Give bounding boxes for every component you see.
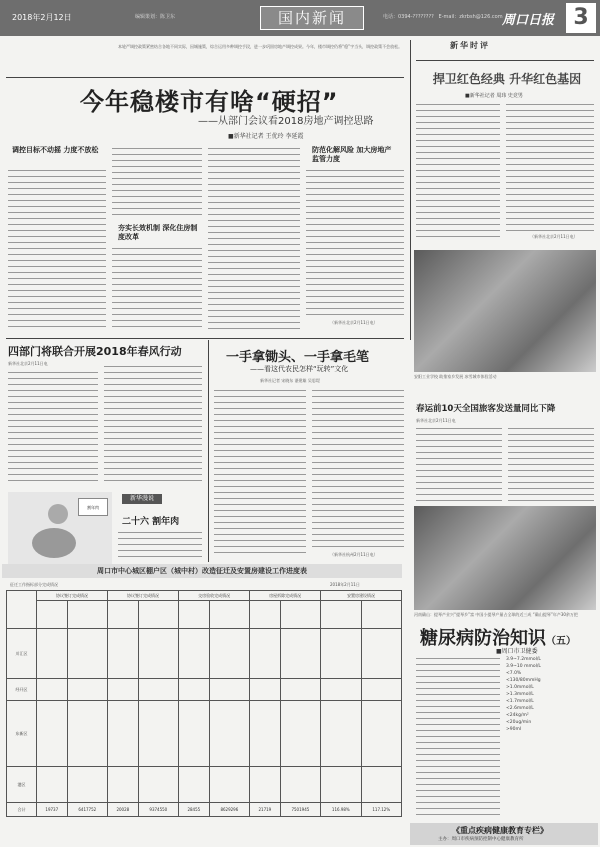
phone: 电话：0394-???????? [383, 14, 434, 20]
table-row-label: 川汇区 [7, 629, 37, 679]
target-value: <2.6mmol/L [506, 706, 534, 711]
rule [6, 338, 404, 339]
lead-col2a-text [112, 146, 202, 220]
commentary-col1 [416, 102, 500, 238]
page-header [0, 0, 600, 36]
section-title: 国内新闻 [260, 6, 364, 30]
target-value: <130/80mmHg [506, 678, 541, 683]
table-total-cell: 116.98% [321, 803, 361, 817]
travel-col2 [508, 426, 594, 502]
photo2-caption: 河南确山：提琴产业兴“提琴乡”富 中国小提琴产量占全球的近三成 “确山提琴”年产30余万把 [414, 612, 578, 617]
target-value: <1.7mmol/L [506, 699, 534, 704]
travel-col1 [416, 426, 502, 502]
contact-info [383, 13, 503, 20]
table-total-cell: 7501945 [280, 803, 320, 817]
progress-table [6, 590, 402, 817]
table-group-header: 房屋拆除完成情况 [250, 591, 321, 601]
cartoon-label: 新华漫说 [122, 494, 162, 504]
diabetes-title-text: 糖尿病防治知识 [420, 628, 546, 649]
culture-col2 [312, 388, 404, 550]
table-group-header: 协议签订完成情况 [37, 591, 108, 601]
cartoon-text [118, 530, 202, 558]
cartoon-sign: 割年肉 [78, 498, 108, 516]
table-group-header: 交房验收完成情况 [179, 591, 250, 601]
travel-headline: 春运前10天全国旅客发送量同比下降 [416, 404, 556, 414]
lead-subhead-3: 防范化解风险 加大房地产监管力度 [312, 146, 392, 163]
table-row-label: 经开区 [7, 679, 37, 701]
table-row-label: 东新区 [7, 701, 37, 767]
lead-headline: 今年稳楼市有啥“硬招” [80, 88, 339, 116]
culture-byline: 新华社记者 宋晓东 谌建雄 吴思堤 [260, 378, 320, 383]
commentary-byline: ■新华社记者 周玮 史竞男 [465, 93, 523, 99]
table-group-header: 协议签订完成情况 [108, 591, 179, 601]
lead-col3-text [208, 146, 300, 330]
editor-info: 编辑策划：陈卫东 [135, 14, 176, 20]
diabetes-part: （五） [546, 636, 576, 647]
column-rule [208, 340, 209, 562]
target-value: >1.0mmol/L [506, 685, 534, 690]
travel-byline: 新华社北京2月11日电 [416, 418, 456, 423]
table-total-cell: 28455 [179, 803, 210, 817]
culture-headline: 一手拿锄头、一手拿毛笔 [226, 350, 370, 365]
target-value: <7.0% [506, 671, 522, 676]
table-total-cell: 19737 [37, 803, 68, 817]
table-row-label: 合计 [7, 803, 37, 817]
paper-name: 周口日报 [502, 13, 555, 28]
commentary-col2 [506, 102, 594, 232]
cartoon-image [8, 492, 112, 566]
target-value: 3.9~10 mmol/L [506, 664, 541, 669]
diabetes-col1 [416, 656, 500, 818]
table-group-header: 安置房建设情况 [321, 591, 402, 601]
culture-subheadline: ——看这代农民怎样“玩转”文化 [250, 365, 349, 373]
target-value: 3.9~7.2mmol/L [506, 657, 541, 662]
lead-col2b-text [112, 246, 202, 330]
spring-action-byline: 新华社北京2月11日电 [8, 361, 48, 366]
table-total-cell: 9374550 [138, 803, 178, 817]
spring-action-col1 [8, 370, 98, 482]
lead-intro: 本轮严调控政策紧密结合各地不同实际，因城施策，综合运用多种调控手段，进一步巩固房地产调控成果。今年，楼市调控仍将“稳”字当头，调控政策不会放松。 [118, 44, 403, 49]
culture-dateline: （新华社杭州2月11日电） [330, 552, 378, 557]
target-value: >90ml [506, 727, 522, 732]
email: E-mail：zkrbsh@126.com [438, 14, 503, 20]
rule [416, 60, 594, 61]
lead-col1-text [8, 168, 106, 330]
lead-subheadline: ——从部门会议看2018房地产调控思路 [198, 116, 374, 127]
table-date: 2018年2月11日 [330, 582, 360, 587]
diabetes-byline: ■周口市卫健委 [496, 648, 538, 655]
diabetes-targets [506, 656, 594, 818]
spring-action-col2 [104, 364, 202, 482]
target-value: <20ug/min [506, 720, 532, 725]
table-corner-label: 征迁工作指标部分完成情况 [10, 582, 58, 587]
lead-byline: ■新华社记者 王优玲 李延霞 [228, 133, 304, 140]
lead-subhead-2: 夯实长效机制 深化住房制度改革 [118, 224, 198, 241]
target-value: >1.3mmol/L [506, 692, 534, 697]
rule [6, 77, 404, 78]
page-number: 3 [566, 3, 596, 33]
column-footer-org: 主办：周口市疾病预防控制中心健康教育所 [438, 837, 524, 842]
table-total-cell: 21719 [250, 803, 281, 817]
lead-subhead-1: 调控目标不动摇 力度不放松 [12, 146, 99, 154]
table-total-cell: 117.12% [361, 803, 401, 817]
table-row-label: 港区 [7, 767, 37, 803]
issue-date: 2018年2月12日 [12, 13, 72, 22]
photo1-caption: 安阳工业学校 助推家乡发展 冰雪城市体验活动 [414, 374, 497, 379]
target-value: <24kg/m² [506, 713, 529, 718]
table-total-cell: 8629296 [209, 803, 249, 817]
cartoon-title: 二十六 割年肉 [122, 517, 180, 527]
violin-photo [414, 506, 596, 610]
commentary-dateline: （新华社北京2月11日电） [530, 234, 578, 239]
progress-table-banner: 周口市中心城区棚户区（城中村）改造征迁及安置房建设工作进度表 [2, 564, 402, 578]
news-photo-kids [414, 250, 596, 372]
column-footer-title: 《重点疾病健康教育专栏》 [452, 826, 548, 835]
column-rule [410, 40, 411, 340]
lead-col4-text [306, 168, 404, 318]
commentary-headline: 捍卫红色经典 升华红色基因 [432, 72, 582, 86]
table-total-cell: 20028 [108, 803, 139, 817]
table-total-cell: 6417752 [67, 803, 107, 817]
spring-action-headline: 四部门将联合开展2018年春风行动 [8, 345, 182, 358]
commentary-kicker: 新华时评 [450, 41, 490, 50]
lead-dateline: （新华社北京2月11日电） [330, 320, 378, 325]
culture-col1 [214, 388, 306, 558]
